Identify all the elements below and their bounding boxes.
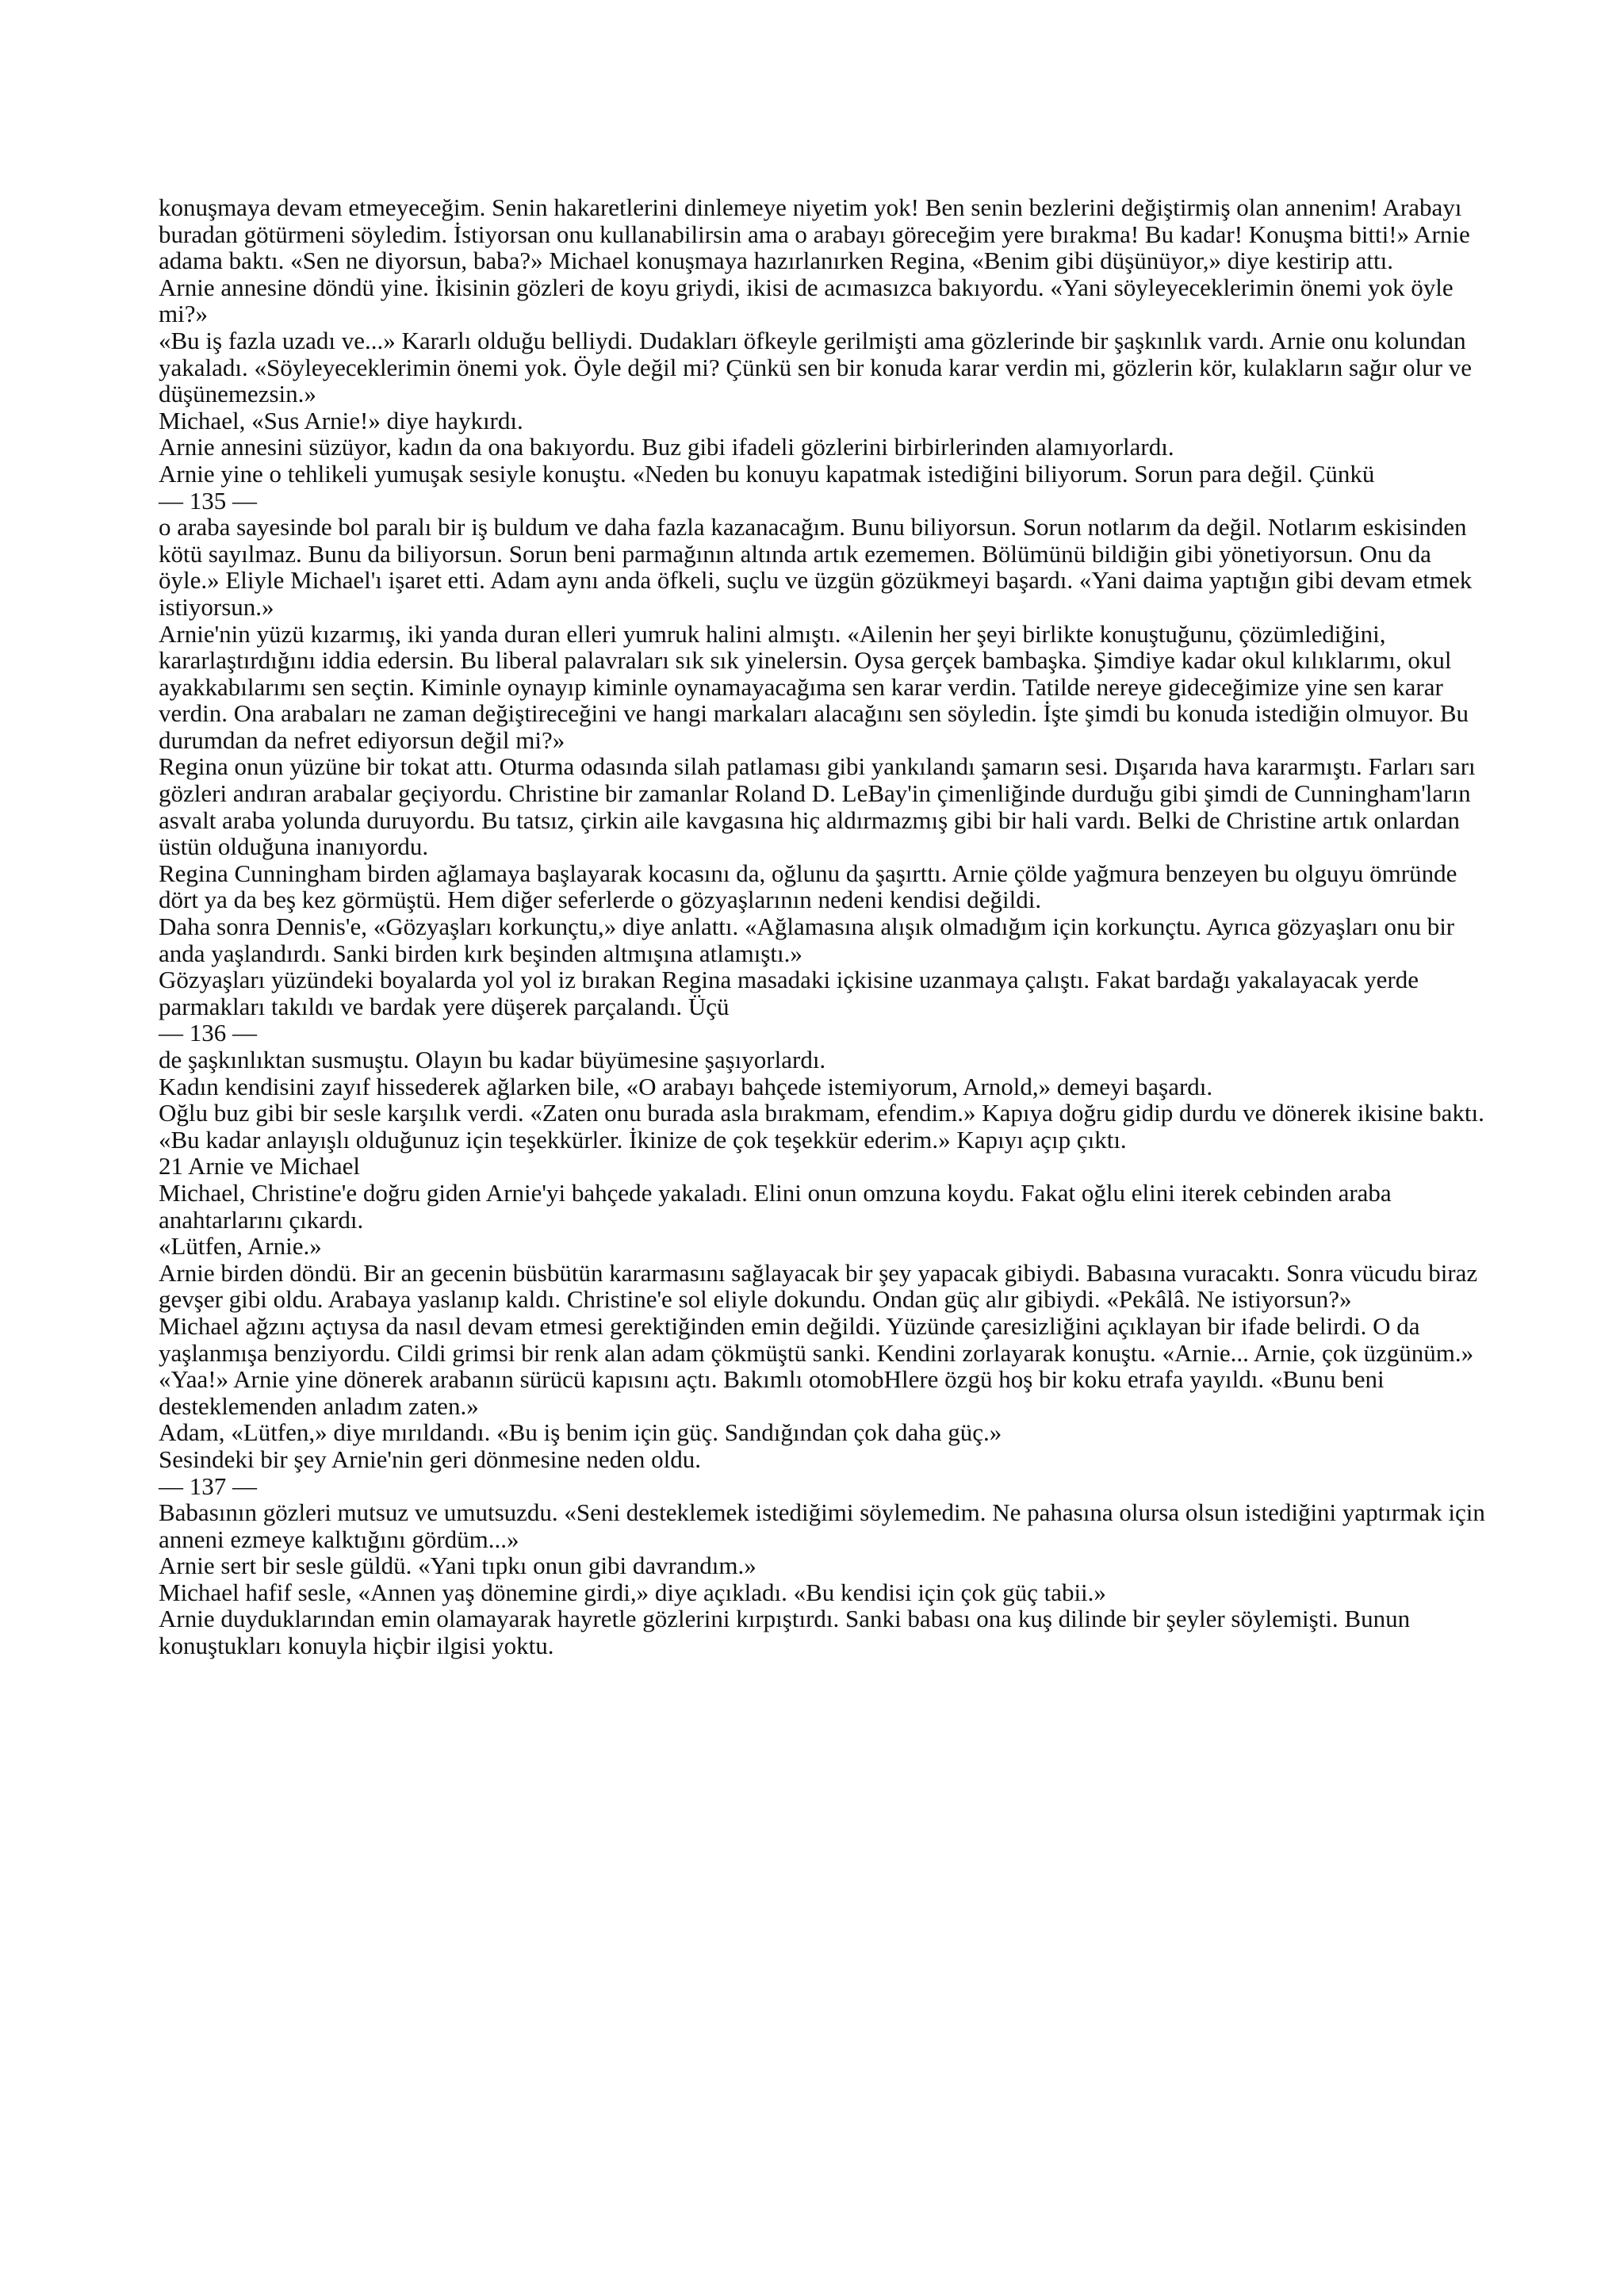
paragraph: «Bu iş fazla uzadı ve...» Kararlı olduğu belliydi. Dudakları öfkeyle gerilmişti ama gözlerinde bir şaşkınlık vardı. Arnie onu kolundan yakaladı. «Söyleyeceklerimin önemi yok. Öyle değil mi? Çünkü sen bir konuda karar verdin mi, gözlerin kör, kulakların sağır olur ve düşünemezsin.» — [159, 326, 1472, 408]
paragraph: Arnie annesine döndü yine. İkisinin gözleri de koyu griydi, ikisi de acımasızca bakıyordu. «Yani söyleyeceklerimin önemi yok öyle mi?» — [159, 273, 1454, 328]
paragraph: o araba sayesinde bol paralı bir iş buldum ve daha fazla kazanacağım. Bunu biliyorsun. Sorun notlarım da değil. Notlarım eskisinden kötü sayılmaz. Bunu da biliyorsun. Sorun beni parmağının altında artık ezememen. Bölümünü bildiğin gibi yönetiyorsun. Onu da öyle.» Eliyle Michael'ı işaret etti. Adam aynı anda öfkeli, suçlu ve üzgün gözükmeyi başardı. «Yani daima yaptığın gibi devam etmek istiyorsun.» — [159, 513, 1473, 621]
paragraph: Arnie annesini süzüyor, kadın da ona bakıyordu. Buz gibi ifadeli gözlerini birbirlerinden alamıyorlardı. — [159, 433, 1174, 461]
paragraph: Michael hafif sesle, «Annen yaş dönemine girdi,» diye açıkladı. «Bu kendisi için çok güç tabii.» — [159, 1578, 1106, 1606]
paragraph: Arnie birden döndü. Bir an gecenin büsbütün kararmasını sağlayacak bir şey yapacak gibiydi. Babasına vuracaktı. Sonra vücudu biraz gevşer gibi oldu. Arabaya yaslanıp kaldı. Christine'e sol eliyle dokundu. Ondan güç alır gibiydi. «Pekâlâ. Ne istiyorsun?» — [159, 1258, 1478, 1314]
paragraph: Arnie sert bir sesle güldü. «Yani tıpkı onun gibi davrandım.» — [159, 1552, 756, 1580]
paragraph: Kadın kendisini zayıf hissederek ağlarken bile, «O arabayı bahçede istemiyorum, Arnold,» demeyi başardı. — [159, 1072, 1213, 1100]
paragraph: Arnie yine o tehlikeli yumuşak sesiyle konuştu. «Neden bu konuyu kapatmak istediğini biliyorum. Sorun para değil. Çünkü — [159, 459, 1375, 488]
paragraph: Regina Cunningham birden ağlamaya başlayarak kocasını da, oğlunu da şaşırttı. Arnie çölde yağmura benzeyen bu olguyu ömründe dört ya da beş kez görmüştü. Hem diğer seferlerde o gözyaşlarının nedeni kendisi değildi. — [159, 859, 1457, 914]
paragraph: «Lütfen, Arnie.» — [159, 1232, 322, 1261]
paragraph: Arnie'nin yüzü kızarmış, iki yanda duran elleri yumruk halini almıştı. «Ailenin her şeyi birlikte konuştuğunu, çözümlediğini, kararlaştırdığını iddia edersin. Bu liberal palavraları sık sık yinelersin. Oysa gerçek bambaşka. Şimdiye kadar okul kılıklarımı, okul ayakkabılarımı sen seçtin. Kiminle oynayıp kiminle oynamayacağıma sen karar verdin. Tatilde nereye gideceğimize yine sen karar verdin. Ona arabaları ne zaman değiştireceğini ve hangi markaları alacağını sen söyledin. İşte şimdi bu konuda istediğin olmuyor. Bu durumdan da nefret ediyorsun değil mi?» — [159, 619, 1469, 754]
document-page — [159, 194, 1491, 1659]
paragraph: Michael, «Sus Arnie!» diye haykırdı. — [159, 406, 523, 434]
paragraph: Michael, Christine'e doğru giden Arnie'yi bahçede yakaladı. Elini onun omzuna koydu. Fakat oğlu elini iterek cebinden araba anahtarlarını çıkardı. — [159, 1178, 1392, 1234]
paragraph: Adam, «Lütfen,» diye mırıldandı. «Bu iş benim için güç. Sandığından çok daha güç.» — [159, 1418, 1002, 1447]
paragraph: de şaşkınlıktan susmuştu. Olayın bu kadar büyümesine şaşıyorlardı. — [159, 1046, 826, 1073]
paragraph: Arnie duyduklarından emin olamayarak hayretle gözlerini kırpıştırdı. Sanki babası ona kuş dilinde bir şeyler söylemişti. Bunun konuştukları konuyla hiçbir ilgisi yoktu. — [159, 1605, 1411, 1660]
paragraph: konuşmaya devam etmeyeceğim. Senin hakaretlerini dinlemeye niyetim yok! Ben senin bezlerini değiştirmiş olan annenim! Arabayı buradan götürmeni söyledim. İstiyorsan onu kullanabilirsin ama o arabayı göreceğim yere bırakma! Bu kadar! Konuşma bitti!» Arnie adama baktı. «Sen ne diyorsun, baba?» Michael konuşmaya hazırlanırken Regina, «Benim gibi düşünüyor,» diye kestirip attı. — [159, 193, 1470, 275]
chapter-heading: 21 Arnie ve Michael — [159, 1152, 360, 1181]
page-number: — 135 — — [159, 486, 257, 515]
paragraph: Babasının gözleri mutsuz ve umutsuzdu. «Seni desteklemek istediğimi söylemedim. Ne pahasına olursa olsun istediğini yaptırmak için anneni ezmeye kalktığını gördüm...» — [159, 1498, 1485, 1553]
paragraph: Daha sonra Dennis'e, «Gözyaşları korkunçtu,» diye anlattı. «Ağlamasına alışık olmadığım için korkunçtu. Ayrıca gözyaşları onu bir anda yaşlandırdı. Sanki birden kırk beşinden altmışına atlamıştı.» — [159, 913, 1455, 967]
paragraph: «Yaa!» Arnie yine dönerek arabanın sürücü kapısını açtı. Bakımlı otomobHlere özgü hoş bir koku etrafa yayıldı. «Bunu beni desteklemenden anladım zaten.» — [159, 1365, 1385, 1420]
page-number: — 136 — — [159, 1019, 257, 1047]
paragraph: Oğlu buz gibi bir sesle karşılık verdi. «Zaten onu burada asla bırakmam, efendim.» Kapıya doğru gidip durdu ve dönerek ikisine baktı. «Bu kadar anlayışlı olduğunuz için teşekkürler. İkinize de çok teşekkür ederim.» Kapıyı açıp çıktı. — [159, 1099, 1484, 1154]
paragraph: Gözyaşları yüzündeki boyalarda yol yol iz bırakan Regina masadaki içkisine uzanmaya çalıştı. Fakat bardağı yakalayacak yerde parmakları takıldı ve bardak yere düşerek parçalandı. Üçü — [159, 966, 1419, 1020]
paragraph: Michael ağzını açtıysa da nasıl devam etmesi gerektiğinden emin değildi. Yüzünde çaresizliğini açıklayan bir ifade belirdi. O da yaşlanmışa benziyordu. Cildi grimsi bir renk alan adam çökmüştü sanki. Kendini zorlayarak konuştu. «Arnie... Arnie, çok üzgünüm.» — [159, 1311, 1474, 1367]
page-number: — 137 — — [159, 1471, 257, 1500]
paragraph: Regina onun yüzüne bir tokat attı. Oturma odasında silah patlaması gibi yankılandı şamarın sesi. Dışarıda hava kararmıştı. Farları sarı gözleri andıran arabalar geçiyordu. Christine bir zamanlar Roland D. LeBay'in çimenliğinde durduğu gibi şimdi de Cunningham'ların asvalt araba yolunda duruyordu. Bu tatsız, çirkin aile kavgasına hiç aldırmazmış gibi bir hali vardı. Belki de Christine artık onlardan üstün olduğuna inanıyordu. — [159, 752, 1476, 861]
paragraph: Sesindeki bir şey Arnie'nin geri dönmesine neden oldu. — [159, 1445, 702, 1473]
